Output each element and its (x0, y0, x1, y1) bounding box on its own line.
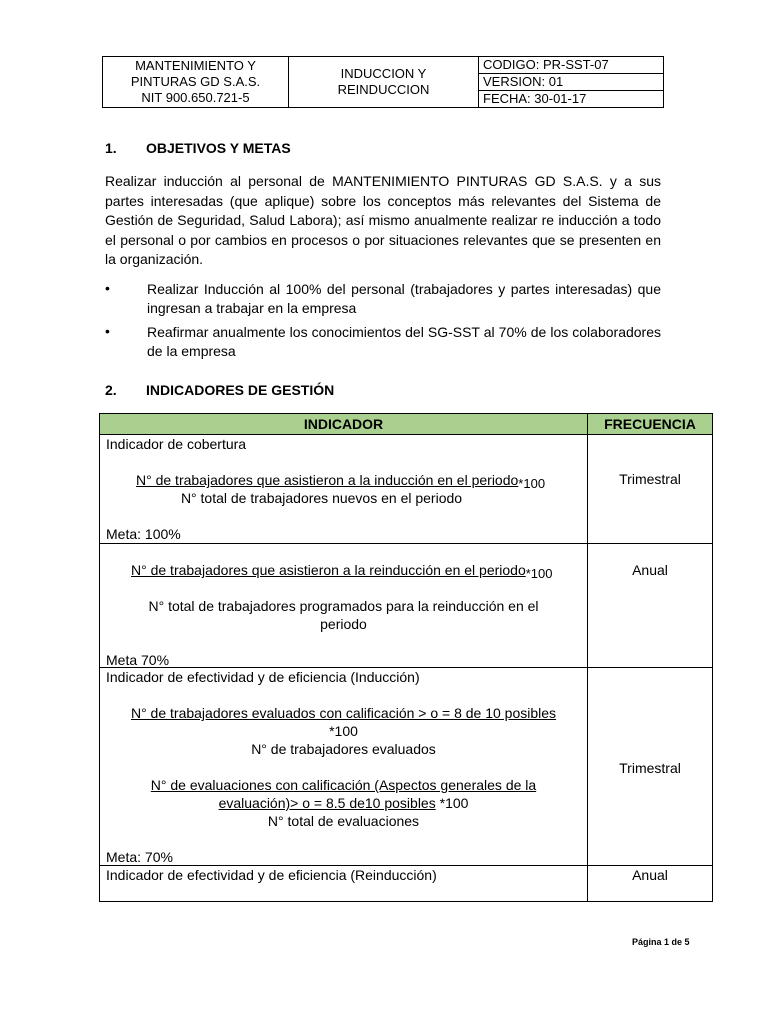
formula-numerator: N° de trabajadores que asistieron a la inducción en el periodo*100 (136, 472, 546, 491)
indicator-title: Indicador de efectividad y de eficiencia (Reinducción) (106, 867, 437, 883)
section-title: OBJETIVOS Y METAS (146, 140, 291, 156)
company-name-line1: MANTENIMIENTO Y (135, 58, 256, 73)
formula-denominator: periodo (320, 616, 367, 632)
column-header-frecuencia: FRECUENCIA (588, 414, 712, 434)
company-cell (103, 57, 289, 107)
section-number: 2. (105, 382, 117, 398)
document-meta-cell (479, 57, 663, 107)
doc-title-line1: INDUCCION Y (340, 66, 427, 81)
indicators-table (99, 413, 713, 902)
doc-version: VERSION: 01 (479, 74, 663, 91)
document-title-cell (289, 57, 479, 107)
indicator-frequency: Trimestral (619, 471, 681, 487)
bullet-text: Reafirmar anualmente los conocimientos del SG-SST al 70% de los colaboradores de la empresa (147, 324, 661, 359)
section-heading-indicadores (105, 382, 334, 398)
section-number: 1. (105, 140, 117, 156)
indicator-meta: Meta: 100% (106, 526, 181, 542)
indicator-title: Indicador de cobertura (106, 436, 247, 452)
indicator-meta: Meta: 70% (106, 849, 173, 865)
section-heading-objetivos (105, 140, 291, 156)
page-number: Página 1 de 5 (632, 937, 690, 947)
indicator-meta: Meta 70% (106, 652, 170, 668)
formula-denominator: N° de trabajadores evaluados (251, 741, 436, 757)
document-header-table (102, 56, 664, 108)
formula-numerator: N° de trabajadores evaluados con calificación > o = 8 de 10 posibles (130, 705, 557, 721)
formula-numerator: evaluación)> o = 8.5 de10 posibles *100 (218, 795, 469, 811)
indicator-frequency: Anual (632, 867, 668, 883)
formula-denominator: N° total de trabajadores programados para la reinducción en el (148, 598, 539, 614)
section-title: INDICADORES DE GESTIÓN (146, 382, 335, 398)
formula-denominator: N° total de trabajadores nuevos en el periodo (180, 490, 463, 506)
formula-denominator: N° total de evaluaciones (267, 813, 420, 829)
row-divider (100, 543, 712, 544)
formula-numerator: N° de evaluaciones con calificación (Aspectos generales de la (150, 777, 537, 793)
formula-numerator: N° de trabajadores que asistieron a la reinducción en el periodo*100 (131, 562, 553, 581)
bullet-text: Realizar Inducción al 100% del personal (trabajadores y partes interesadas) que ingresan a trabajar en la empresa (147, 281, 661, 316)
bullet-icon: • (105, 280, 110, 296)
list-item (105, 323, 661, 363)
doc-date: FECHA: 30-01-17 (483, 91, 587, 106)
objectives-paragraph: Realizar inducción al personal de MANTENIMIENTO PINTURAS GD S.A.S. y a sus partes interesadas (que aplique) sobre los conceptos más relevantes del Sistema de Gestión de Seguridad, Salud Labora); así mismo anualmente realizar re inducción a todo el personal o por cambios en procesos o por situaciones relevantes que se presenten en la organización. (105, 173, 661, 267)
company-nit: NIT 900.650.721-5 (141, 90, 250, 105)
indicator-frequency: Anual (632, 562, 668, 578)
list-item (105, 280, 661, 320)
bullet-icon: • (105, 323, 110, 339)
doc-title-line2: REINDUCCION (337, 82, 430, 97)
company-name-line2: PINTURAS GD S.A.S. (130, 74, 261, 89)
column-header-indicador: INDICADOR (100, 414, 587, 434)
doc-code: CODIGO: PR-SST-07 (479, 57, 663, 74)
indicator-frequency: Trimestral (619, 760, 681, 776)
indicator-title: Indicador de efectividad y de eficiencia (Inducción) (106, 669, 420, 685)
formula-factor: *100 (329, 723, 358, 739)
